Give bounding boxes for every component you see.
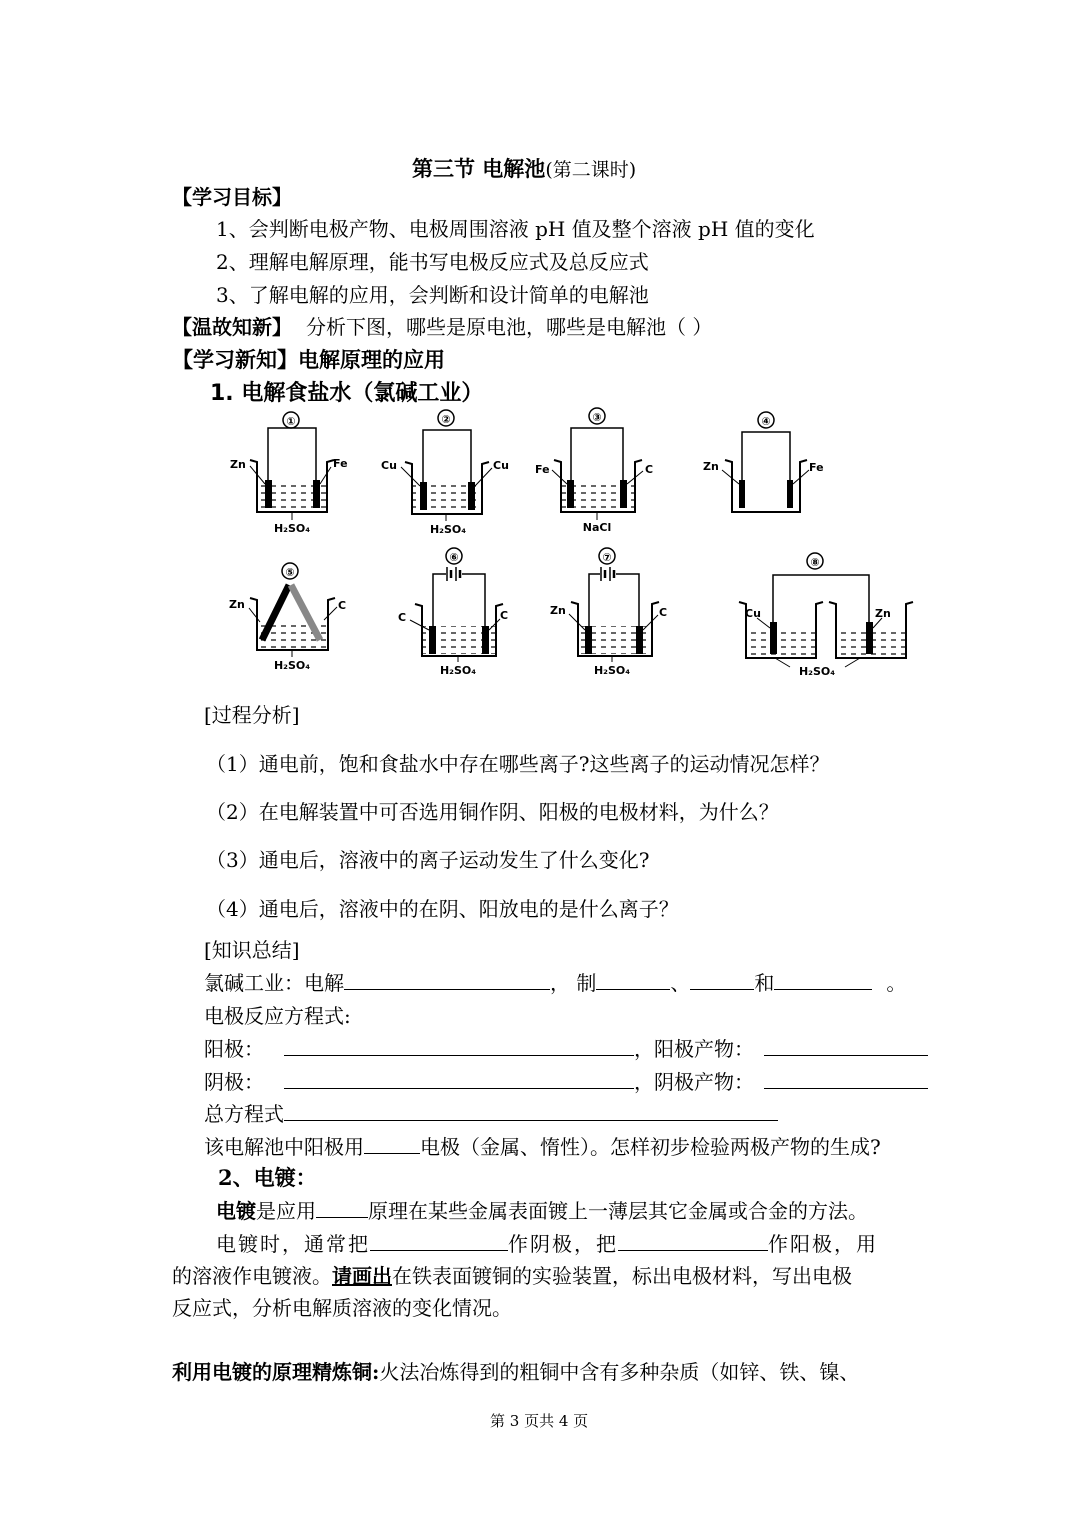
- cell-2-solution: H₂SO₄: [429, 523, 467, 536]
- process-heading: [过程分析]: [204, 703, 300, 727]
- total-label: 总方程式: [204, 1102, 284, 1126]
- draw-instruction: 请画出: [332, 1264, 392, 1288]
- cell-2-number: ②: [441, 413, 451, 426]
- cell-3-left: Fe: [535, 463, 550, 476]
- goal-item: 1、会判断电极产物、电极周围溶液 pH 值及整个溶液 pH 值的变化: [216, 217, 815, 241]
- review-heading: 【温故知新】: [172, 315, 292, 339]
- blank-line: [284, 1100, 778, 1121]
- chlor-text: 和: [754, 971, 775, 995]
- cell-4-number: ④: [761, 415, 771, 428]
- blank-line: [690, 969, 754, 990]
- chlor-text: 。: [886, 971, 907, 995]
- plating-text: 作阳极，用: [768, 1232, 878, 1256]
- blank-line: [596, 969, 670, 990]
- plating-text: 在铁表面镀铜的实验装置，标出电极材料，写出电极: [392, 1264, 852, 1288]
- plating-text: 的溶液作电镀液。: [172, 1264, 332, 1288]
- chlor-text: 氯碱工业：电解: [204, 971, 344, 995]
- blank-line: [764, 1035, 928, 1056]
- anode-use-text: 该电解池中阳极用: [204, 1135, 364, 1159]
- eq-heading: 电极反应方程式:: [204, 1004, 351, 1028]
- cell-7-number: ⑦: [602, 551, 612, 564]
- plating-text: 电镀时，通常把: [216, 1232, 370, 1256]
- refining-bold: 利用电镀的原理精炼铜:: [172, 1360, 380, 1384]
- cell-4-left: Zn: [703, 460, 719, 473]
- plating-line-3: 反应式，分析电解质溶液的变化情况。: [172, 1296, 512, 1320]
- cell-4-right: Fe: [809, 461, 824, 474]
- cell-8-number: ⑧: [810, 556, 820, 569]
- process-question: （3）通电后，溶液中的离子运动发生了什么变化?: [206, 848, 650, 872]
- blank-line: [364, 1133, 420, 1154]
- cell-5-left: Zn: [229, 598, 245, 611]
- cell-5-solution: H₂SO₄: [273, 659, 311, 672]
- blank-line: [774, 969, 872, 990]
- goals-heading: 【学习目标】: [172, 185, 292, 209]
- anode-product-label: ，阳极产物：: [634, 1037, 754, 1061]
- newknow-heading: 【学习新知】: [172, 347, 298, 372]
- anode-line: [204, 1035, 928, 1062]
- cathode-label: 阴极：: [204, 1070, 264, 1094]
- def-text: 原理在某些金属表面镀上一薄层其它金属或合金的方法。: [368, 1199, 868, 1223]
- cell-diagram-1: [230, 412, 348, 535]
- electroplating-definition: [216, 1197, 868, 1224]
- goal-item: 2、理解电解原理，能书写电极反应式及总反应式: [216, 250, 649, 274]
- total-line: [204, 1100, 778, 1127]
- process-question: （1）通电前，饱和食盐水中存在哪些离子?这些离子的运动情况怎样？: [206, 752, 830, 776]
- cell-diagram-5: [229, 563, 346, 672]
- cell-5-right: C: [338, 599, 347, 612]
- cell-3-number: ③: [592, 411, 602, 424]
- blank-line: [284, 1068, 634, 1089]
- cell-8-right: Zn: [875, 607, 891, 620]
- cathode-product-label: ，阴极产物：: [634, 1070, 754, 1094]
- blank-line: [370, 1230, 508, 1251]
- cell-1-number: ①: [286, 415, 296, 428]
- anode-use-text: 电极（金属、惰性）。怎样初步检验两极产物的生成?: [420, 1135, 881, 1159]
- plating-line-1: [216, 1230, 878, 1257]
- plating-text: 作阴极，把: [508, 1232, 618, 1256]
- cell-6-number: ⑥: [449, 551, 459, 564]
- cell-8-solution: H₂SO₄: [798, 665, 836, 678]
- refining-text: 火法冶炼得到的粗铜中含有多种杂质（如锌、铁、镍、: [379, 1360, 860, 1384]
- cell-6-right: C: [500, 609, 509, 622]
- blank-line: [764, 1068, 928, 1089]
- cell-diagram-8: [739, 553, 913, 678]
- blank-line: [316, 1197, 368, 1218]
- refining-line: [172, 1359, 859, 1385]
- cell-7-left: Zn: [550, 604, 566, 617]
- title-main: 第三节 电解池: [412, 156, 546, 181]
- anode-label: 阳极：: [204, 1037, 264, 1061]
- anode-use-line: [204, 1133, 881, 1160]
- cell-3-right: C: [645, 463, 654, 476]
- cell-2-right: Cu: [493, 459, 509, 472]
- summary-heading: [知识总结]: [204, 938, 300, 962]
- title-sub: (第二课时): [545, 159, 637, 181]
- electrochem-diagrams: [0, 0, 1087, 700]
- chlor-alkali-line: [204, 969, 906, 996]
- chlor-text: ， 制: [550, 971, 597, 995]
- plating-line-2: [172, 1263, 852, 1289]
- blank-line: [618, 1230, 768, 1251]
- cell-diagram-6: [398, 548, 508, 677]
- cell-7-solution: H₂SO₄: [593, 664, 631, 677]
- blank-line: [284, 1035, 634, 1056]
- def-text: 是应用: [256, 1199, 316, 1223]
- cell-2-left: Cu: [381, 459, 397, 472]
- cell-diagram-7: [550, 548, 667, 677]
- cell-6-left: C: [398, 611, 407, 624]
- process-question: （4）通电后，溶液中的在阴、阳放电的是什么离子？: [206, 897, 679, 921]
- chlor-text: 、: [670, 971, 691, 995]
- cell-5-number: ⑤: [285, 566, 295, 579]
- process-question: （2）在电解装置中可否选用铜作阴、阳极的电极材料，为什么？: [206, 800, 779, 824]
- cell-diagram-3: [535, 408, 653, 534]
- review-text: 分析下图，哪些是原电池，哪些是电解池（ ）: [306, 315, 713, 339]
- newknow-text: 电解原理的应用: [298, 347, 445, 372]
- cell-1-left: Zn: [230, 458, 246, 471]
- cell-3-solution: NaCl: [582, 521, 612, 534]
- cell-diagram-4: [703, 412, 824, 512]
- cell-8-left: Cu: [745, 607, 761, 620]
- cell-diagram-2: [381, 410, 509, 536]
- page-footer: 第 3 页共 4 页: [490, 1412, 589, 1430]
- cell-7-right: C: [659, 606, 668, 619]
- section1-heading: 1. 电解食盐水（氯碱工业）: [210, 381, 484, 406]
- goal-item: 3、了解电解的应用，会判断和设计简单的电解池: [216, 283, 649, 307]
- def-bold: 电镀: [216, 1199, 256, 1223]
- cell-1-right: Fe: [333, 457, 348, 470]
- cathode-line: [204, 1068, 928, 1095]
- cell-1-solution: H₂SO₄: [273, 522, 311, 535]
- section2-heading: 2、电镀：: [218, 1165, 317, 1190]
- cell-6-solution: H₂SO₄: [439, 664, 477, 677]
- blank-line: [344, 969, 550, 990]
